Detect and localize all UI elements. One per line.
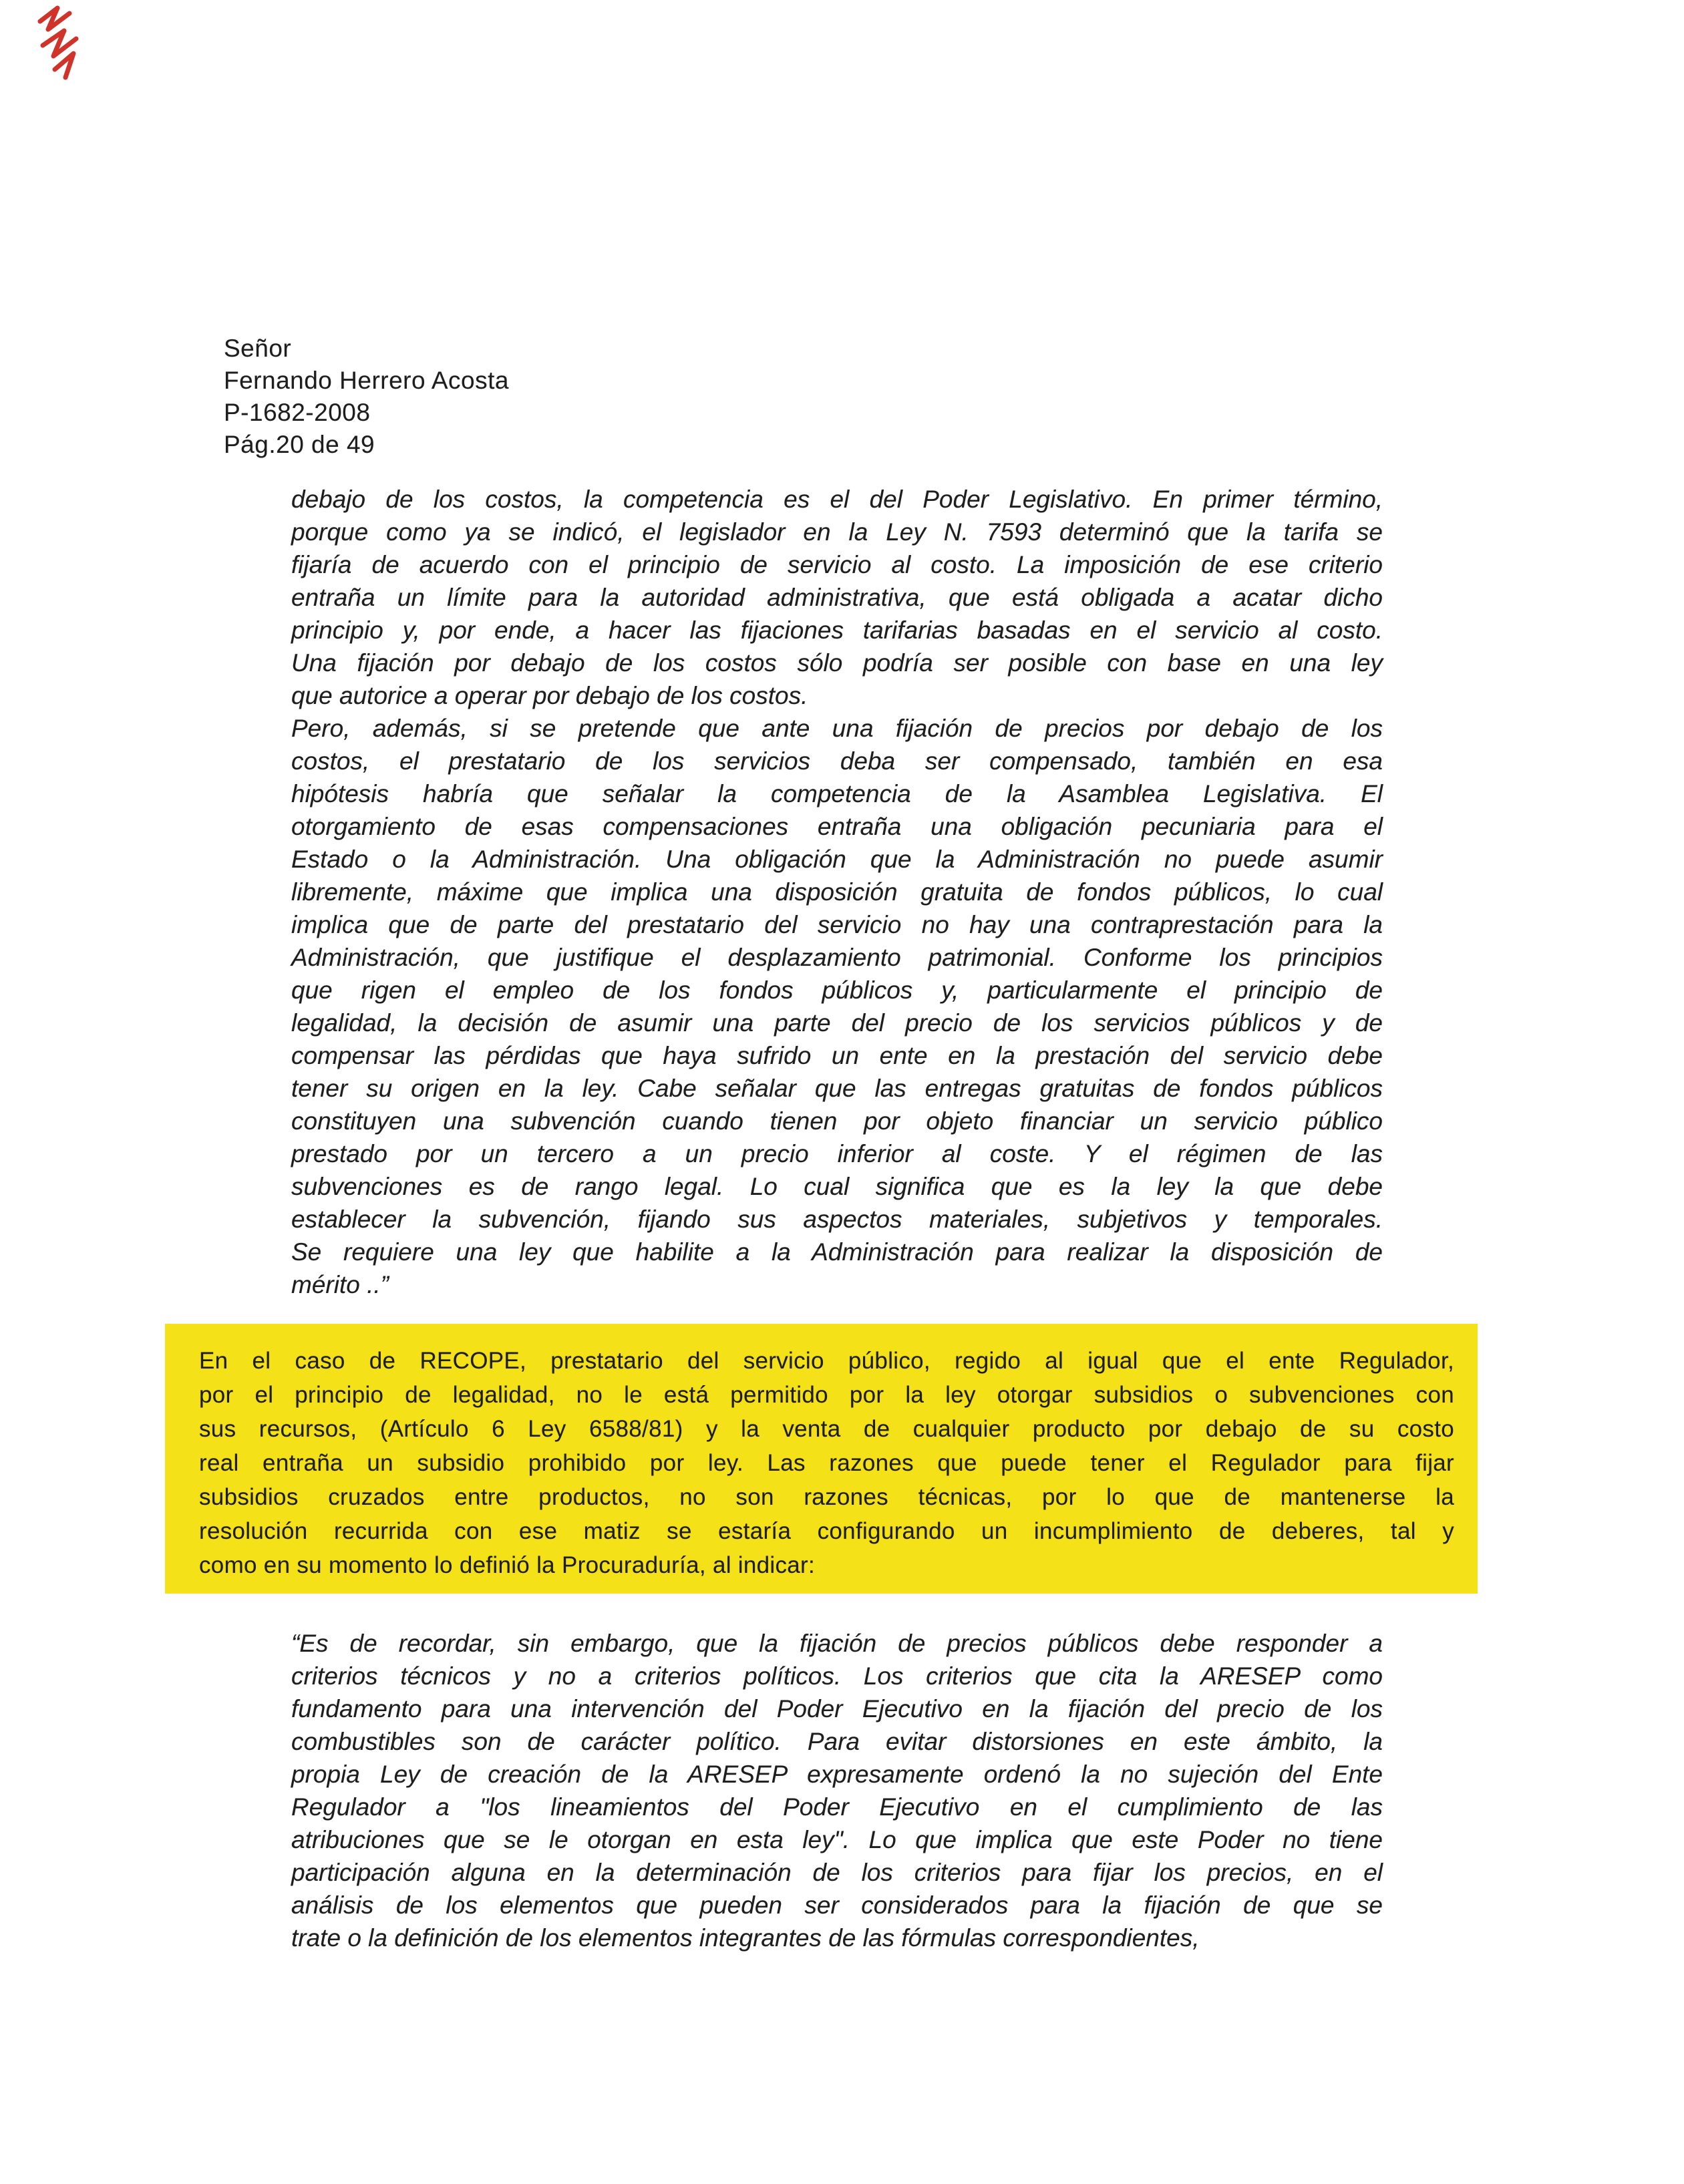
text-line: combustibles son de carácter político. Para evitar distorsiones en este ámbito, la [291,1728,1383,1755]
text-line: P-1682-2008 [224,399,371,426]
text-line: prestado por un tercero a un precio inferior al coste. Y el régimen de las [291,1140,1383,1167]
text-line: costos, el prestatario de los servicios deba ser compensado, también en esa [291,747,1383,775]
text-line: establecer la subvención, fijando sus aspectos materiales, subjetivos y temporales. [291,1206,1383,1233]
text-line: porque como ya se indicó, el legislador en la Ley N. 7593 determinó que la tarifa se [291,518,1383,546]
text-line: subvenciones es de rango legal. Lo cual significa que es la ley la que debe [291,1173,1383,1200]
text-line: Pág.20 de 49 [224,431,375,458]
quoted-block-2 [291,1627,1383,1954]
text-line: atribuciones que se le otorgan en esta ley". Lo que implica que este Poder no tiene [291,1826,1383,1853]
text-line: “Es de recordar, sin embargo, que la fijación de precios públicos debe responder a [291,1630,1383,1657]
text-line: participación alguna en la determinación de los criterios para fijar los precios, en el [291,1859,1383,1886]
quoted-block-1 [291,483,1383,1301]
text-line: propia Ley de creación de la ARESEP expresamente ordenó la no sujeción del Ente [291,1761,1383,1788]
text-line: fijaría de acuerdo con el principio de servicio al costo. La imposición de ese criterio [291,551,1383,578]
text-line: análisis de los elementos que pueden ser considerados para la fijación de que se [291,1891,1383,1919]
text-line: debajo de los costos, la competencia es el del Poder Legislativo. En primer término, [291,486,1383,513]
text-line: Se requiere una ley que habilite a la Administración para realizar la disposición de [291,1238,1383,1266]
quote-paragraph [291,483,1383,712]
text-line: Pero, además, si se pretende que ante una fijación de precios por debajo de los [291,715,1383,742]
text-line: compensar las pérdidas que haya sufrido un ente en la prestación del servicio debe [291,1042,1383,1069]
text-line: mérito ..” [291,1271,389,1298]
text-line: Señor [224,335,292,362]
text-line: como en su momento lo definió la Procuraduría, al indicar: [199,1552,816,1578]
text-line: libremente, máxime que implica una disposición gratuita de fondos públicos, lo cual [291,878,1383,906]
text-line: hipótesis habría que señalar la competencia de la Asamblea Legislativa. El [291,780,1383,807]
text-line: trate o la definición de los elementos integrantes de las fórmulas correspondientes, [291,1924,1200,1952]
text-line: legalidad, la decisión de asumir una parte del precio de los servicios públicos y de [291,1009,1383,1037]
text-line: En el caso de RECOPE, prestatario del servicio público, regido al igual que el ente Regulador, [199,1348,1454,1374]
text-line: constituyen una subvención cuando tienen por objeto financiar un servicio público [291,1107,1383,1135]
text-line: entraña un límite para la autoridad administrativa, que está obligada a acatar dicho [291,584,1383,611]
text-line: sus recursos, (Artículo 6 Ley 6588/81) y la venta de cualquier producto por debajo de su costo [199,1416,1454,1442]
text-line: Una fijación por debajo de los costos sólo podría ser posible con base en una ley [291,649,1383,677]
text-line: principio y, por ende, a hacer las fijaciones tarifarias basadas en el servicio al costo. [291,616,1383,644]
text-line: fundamento para una intervención del Poder Ejecutivo en la fijación del precio de los [291,1695,1383,1722]
text-line: implica que de parte del prestatario del servicio no hay una contraprestación para la [291,911,1383,938]
text-line: Regulador a "los lineamientos del Poder Ejecutivo en el cumplimiento de las [291,1793,1383,1821]
quote-paragraph [291,712,1383,1301]
text-line: criterios técnicos y no a criterios políticos. Los criterios que cita la ARESEP como [291,1662,1383,1690]
text-line: resolución recurrida con ese matiz se estaría configurando un incumplimiento de deberes, tal y [199,1518,1454,1544]
text-line: que autorice a operar por debajo de los costos. [291,682,808,709]
highlighted-paragraph [165,1324,1478,1594]
text-line: tener su origen en la ley. Cabe señalar que las entregas gratuitas de fondos públicos [291,1075,1383,1102]
text-line: otorgamiento de esas compensaciones entraña una obligación pecuniaria para el [291,813,1383,840]
text-line: Fernando Herrero Acosta [224,367,509,394]
letter-header [224,333,825,461]
red-pen-scribble-icon [35,4,108,84]
text-line: Administración, que justifique el desplazamiento patrimonial. Conforme los principios [291,944,1383,971]
text-line: que rigen el empleo de los fondos públicos y, particularmente el principio de [291,976,1383,1004]
text-line: real entraña un subsidio prohibido por ley. Las razones que puede tener el Regulador para fijar [199,1450,1454,1476]
text-line: subsidios cruzados entre productos, no son razones técnicas, por lo que de mantenerse la [199,1484,1454,1510]
text-line: por el principio de legalidad, no le está permitido por la ley otorgar subsidios o subvenciones con [199,1382,1454,1408]
text-line: Estado o la Administración. Una obligación que la Administración no puede asumir [291,846,1383,873]
